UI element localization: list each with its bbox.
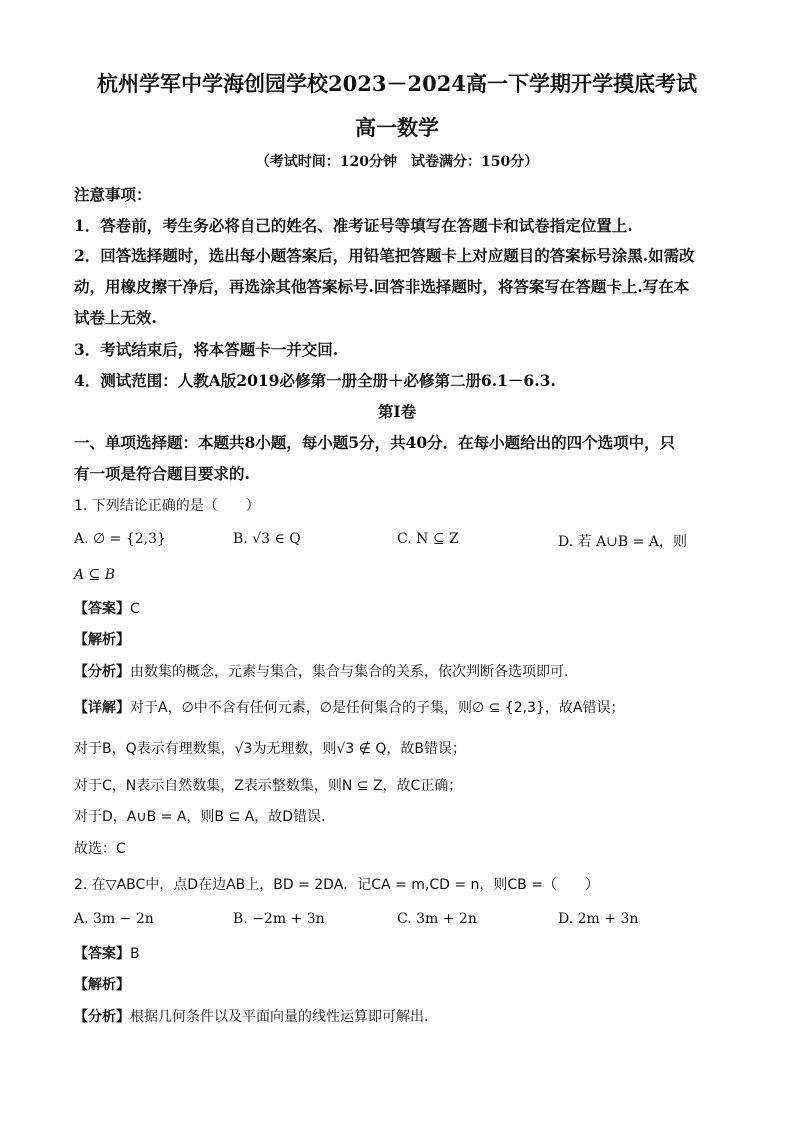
note-item-4: 4．测试范围：人教A版2019必修第一册全册＋必修第二册6.1－6.3. bbox=[74, 371, 556, 390]
question-1-option-d: D. 若 A∪B = A，则 bbox=[558, 534, 687, 550]
question-1-option-a: A. ∅ = {2,3} bbox=[74, 531, 166, 547]
volume-heading: 第Ⅰ卷 bbox=[377, 402, 417, 421]
question-2-option-a: A. 3m − 2n bbox=[74, 911, 154, 927]
question-2-option-d: D. 2m + 3n bbox=[558, 911, 639, 927]
question-2-option-c: C. 3m + 2n bbox=[397, 911, 477, 927]
question-1-option-c: C. N ⊆ Z bbox=[397, 531, 459, 547]
note-item-1: 1．答卷前，考生务必将自己的姓名、准考证号等填写在答题卡和试卷指定位置上. bbox=[74, 216, 633, 235]
question-2-stem: 2. 在▽ABC中，点D在边AB上，BD = 2DA．记CA = m,CD = n，则CB =（ ） bbox=[74, 877, 599, 893]
exam-subject: 高一数学 bbox=[355, 115, 439, 140]
note-item-2-line-1: 2．回答选择题时，选出每小题答案后，用铅笔把答题卡上对应题目的答案标号涂黑.如需改 bbox=[74, 246, 695, 265]
answer-label: 【答案】 bbox=[74, 946, 130, 962]
exam-info: （考试时间：120分钟 试卷满分：150分） bbox=[255, 154, 539, 170]
question-1-answer bbox=[74, 598, 140, 618]
answer-value: C bbox=[130, 601, 140, 617]
question-1-conclusion: 故选：C bbox=[74, 841, 126, 857]
fenxi-label: 【分析】 bbox=[74, 1009, 130, 1025]
question-1-analysis-label: 【解析】 bbox=[74, 632, 130, 648]
question-1-detail-c: 对于C，N表示自然数集，Z表示整数集，则N ⊆ Z，故C正确； bbox=[74, 778, 463, 794]
question-1-option-b: B. √3 ∈ Q bbox=[233, 531, 301, 547]
question-1-detail bbox=[74, 697, 624, 717]
detail-text: 对于A，∅中不含有任何元素，∅是任何集合的子集，则∅ ⊆ {2,3}，故A错误； bbox=[130, 700, 625, 716]
exam-title: 杭州学军中学海创园学校2023－2024高一下学期开学摸底考试 bbox=[97, 71, 697, 96]
section-1-heading-line-1: 一、单项选择题：本题共8小题，每小题5分，共40分．在每小题给出的四个选项中，只 bbox=[74, 433, 676, 452]
note-item-2-line-3: 试卷上无效. bbox=[74, 308, 157, 327]
detail-label: 【详解】 bbox=[74, 700, 130, 716]
section-1-heading-line-2: 有一项是符合题目要求的. bbox=[74, 464, 250, 483]
answer-value: B bbox=[130, 946, 140, 962]
question-1-detail-d: 对于D，A∪B = A，则B ⊆ A，故D错误. bbox=[74, 809, 326, 825]
answer-label: 【答案】 bbox=[74, 601, 130, 617]
fenxi-text: 根据几何条件以及平面向量的线性运算即可解出. bbox=[130, 1009, 429, 1025]
question-2-answer bbox=[74, 943, 140, 963]
question-2-fenxi bbox=[74, 1006, 428, 1026]
question-1-detail-b: 对于B，Q表示有理数集，√3为无理数，则√3 ∉ Q，故B错误； bbox=[74, 741, 466, 757]
question-2-option-b: B. −2m + 3n bbox=[233, 911, 325, 927]
note-item-3: 3．考试结束后，将本答题卡一并交回. bbox=[74, 340, 339, 359]
question-2-analysis-label: 【解析】 bbox=[74, 977, 130, 993]
fenxi-label: 【分析】 bbox=[74, 664, 130, 680]
note-item-2-line-2: 动，用橡皮擦干净后，再选涂其他答案标号.回答非选择题时，将答案写在答题卡上.写在本 bbox=[74, 277, 690, 296]
notes-heading: 注意事项： bbox=[74, 185, 152, 204]
fenxi-text: 由数集的概念，元素与集合，集合与集合的关系，依次判断各选项即可. bbox=[130, 664, 569, 680]
question-1-option-d-continued: A ⊆ B bbox=[74, 567, 116, 583]
question-1-fenxi bbox=[74, 661, 568, 681]
question-1-stem: 1. 下列结论正确的是（ ） bbox=[74, 498, 260, 514]
